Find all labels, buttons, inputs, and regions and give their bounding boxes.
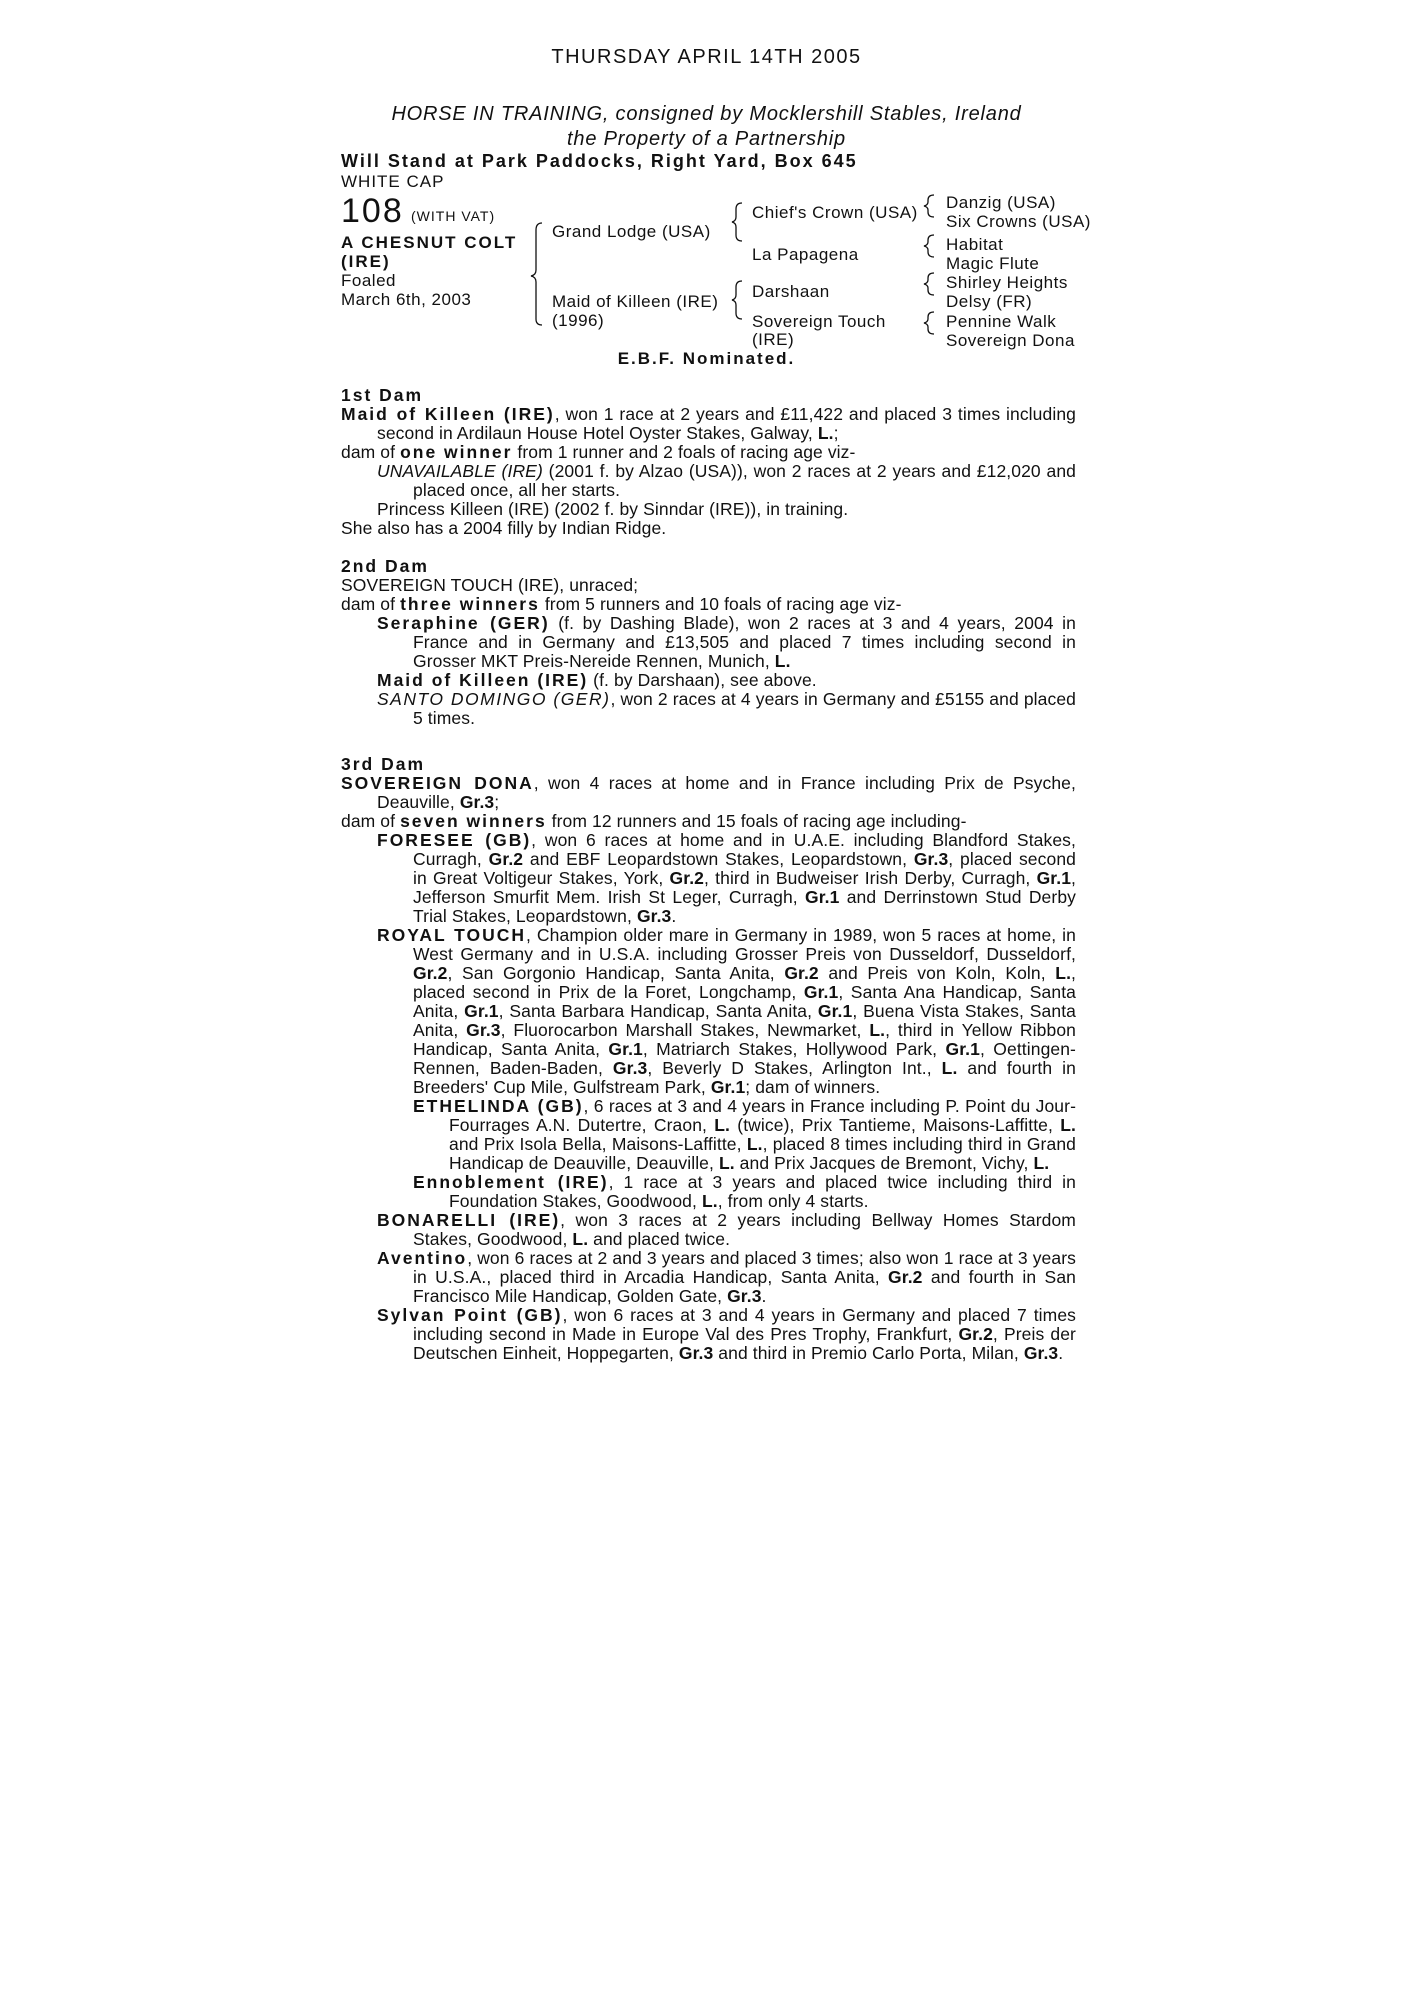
third-dam-produce-summary: dam of seven winners from 12 runners and 15 foals of racing age including- bbox=[341, 811, 967, 831]
produce-aventino: Aventino, won 6 races at 2 and 3 years and placed 3 times; also won 1 race at 3 years in U.S.A., placed third in Arcadia Handicap, Santa Anita, Gr.2 and fourth in San Francisco Mile Handicap, Golden Gate, Gr.3. bbox=[377, 1248, 1076, 1306]
produce-royal-touch: ROYAL TOUCH, Champion older mare in Germany in 1989, won 5 races at home, in West Germany and in U.S.A. including Grosser Preis von Dusseldorf, Dusseldorf, Gr.2, San Gorgonio Handicap, Santa Anita, Gr.2 and Preis von Koln, Koln, L., placed second in Prix de la Foret, Longchamp, Gr.1, Santa Ana Handicap, Santa Anita, Gr.1, Santa Barbara Handicap, Santa Anita, Gr.1, Buena Vista Stakes, Santa Anita, Gr.3, Fluorocarbon Marshall Stakes, Newmarket, L., third in Yellow Ribbon Handicap, Santa Anita, Gr.1, Matriarch Stakes, Hollywood Park, Gr.1, Oettingen-Rennen, Baden-Baden, Gr.3, Beverly D Stakes, Arlington Int., L. and fourth in Breeders' Cup Mile, Gulfstream Park, Gr.1; dam of winners. bbox=[377, 925, 1077, 1097]
produce-maid-of-killeen: Maid of Killeen (IRE) (f. by Darshaan), see above. bbox=[377, 670, 817, 690]
pedigree-g3-1: Danzig (USA) bbox=[946, 193, 1056, 212]
stand-location: Will Stand at Park Paddocks, Right Yard, Box 645 bbox=[341, 151, 858, 171]
pedigree-dam-1: Maid of Killeen (IRE) bbox=[552, 292, 719, 311]
pedigree-g3-5: Shirley Heights bbox=[946, 273, 1068, 292]
bracket-g2 bbox=[924, 235, 934, 257]
second-dam-record: SOVEREIGN TOUCH (IRE), unraced; bbox=[341, 575, 639, 595]
produce-bonarelli: BONARELLI (IRE), won 3 races at 2 years including Bellway Homes Stardom Stakes, Goodwood, L. and placed twice. bbox=[377, 1210, 1076, 1249]
bracket-g1 bbox=[924, 195, 934, 217]
second-dam-section bbox=[341, 557, 1076, 728]
pedigree-g3-2: Six Crowns (USA) bbox=[946, 212, 1091, 231]
produce-ennoblement: Ennoblement (IRE), 1 race at 3 years and placed twice including third in Foundation Stakes, Goodwood, L., from only 4 starts. bbox=[413, 1172, 1076, 1211]
pedigree-sire: Grand Lodge (USA) bbox=[552, 222, 711, 241]
pedigree-dam-sire: Darshaan bbox=[752, 282, 830, 301]
pedigree-dam-2: (1996) bbox=[552, 311, 605, 330]
bracket-g4 bbox=[924, 312, 934, 334]
first-dam-name: Maid of Killeen (IRE) bbox=[341, 404, 555, 424]
vat-note: (WITH VAT) bbox=[411, 208, 496, 224]
first-dam-produce-summary: dam of one winner from 1 runner and 2 foals of racing age viz- bbox=[341, 442, 856, 462]
pedigree-dam-dam-1: Sovereign Touch bbox=[752, 312, 886, 331]
sale-date: THURSDAY APRIL 14TH 2005 bbox=[551, 46, 862, 68]
produce-sylvan-point: Sylvan Point (GB), won 6 races at 3 and 4 years in Germany and placed 7 times including second in Made in Europe Val des Pres Trophy, Frankfurt, Gr.2, Preis der Deutschen Einheit, Hoppegarten, Gr.3 and third in Premio Carlo Porta, Milan, Gr.3. bbox=[377, 1305, 1076, 1363]
produce-note: She also has a 2004 filly by Indian Ridge. bbox=[341, 518, 667, 538]
cap-colour: WHITE CAP bbox=[341, 172, 445, 191]
third-dam-heading: 3rd Dam bbox=[341, 754, 426, 774]
lot-description-1: A CHESNUT COLT bbox=[341, 233, 518, 252]
consignment-line-2: the Property of a Partnership bbox=[567, 128, 846, 150]
foaled-date: March 6th, 2003 bbox=[341, 290, 472, 309]
pedigree-dam-dam-2: (IRE) bbox=[752, 330, 795, 349]
first-dam-record: Maid of Killeen (IRE), won 1 race at 2 years and £11,422 and placed 3 times including second in Ardilaun House Hotel Oyster Stakes, Galway, L.; bbox=[341, 404, 1076, 443]
pedigree-g3-6: Delsy (FR) bbox=[946, 292, 1033, 311]
first-dam-section bbox=[341, 386, 1076, 538]
bracket-g3 bbox=[924, 273, 934, 295]
third-dam-section bbox=[341, 755, 1076, 1363]
produce-santo-domingo: SANTO DOMINGO (GER), won 2 races at 4 years in Germany and £5155 and placed 5 times. bbox=[377, 689, 1076, 728]
bracket-dam bbox=[732, 281, 742, 319]
lot-number: 108 bbox=[341, 192, 404, 230]
pedigree-g3-4: Magic Flute bbox=[946, 254, 1040, 273]
second-dam-heading: 2nd Dam bbox=[341, 556, 429, 576]
ebf-nominated: E.B.F. Nominated. bbox=[617, 349, 796, 368]
foaled-label: Foaled bbox=[341, 271, 396, 290]
consignment-line-1: HORSE IN TRAINING, consigned by Mocklershill Stables, Ireland bbox=[391, 103, 1022, 125]
produce-foresee: FORESEE (GB), won 6 races at home and in U.A.E. including Blandford Stakes, Curragh, Gr.2 and EBF Leopardstown Stakes, Leopardstown, Gr.3, placed second in Great Voltigeur Stakes, York, Gr.2, third in Budweiser Irish Derby, Curragh, Gr.1, Jefferson Smurfit Mem. Irish St Leger, Curragh, Gr.1 and Derrinstown Stud Derby Trial Stakes, Leopardstown, Gr.3. bbox=[377, 830, 1076, 926]
lot-description-2: (IRE) bbox=[341, 252, 391, 271]
produce-unavailable: UNAVAILABLE (IRE) (2001 f. by Alzao (USA)), won 2 races at 2 years and £12,020 and placed once, all her starts. bbox=[377, 461, 1076, 500]
third-dam-record: SOVEREIGN DONA, won 4 races at home and in France including Prix de Psyche, Deauville, Gr.3; bbox=[341, 773, 1076, 812]
produce-ethelinda: ETHELINDA (GB), 6 races at 3 and 4 years in France including P. Point du Jour-Fourrages A.N. Dutertre, Craon, L. (twice), Prix Tantieme, Maisons-Laffitte, L. and Prix Isola Bella, Maisons-Laffitte, L., placed 8 times including third in Grand Handicap de Deauville, Deauville, L. and Prix Jacques de Bremont, Vichy, L. bbox=[413, 1096, 1077, 1173]
bracket-main bbox=[531, 223, 542, 325]
produce-princess-killeen: Princess Killeen (IRE) (2002 f. by Sinndar (IRE)), in training. bbox=[377, 499, 849, 519]
pedigree-g3-7: Pennine Walk bbox=[946, 312, 1057, 331]
pedigree-g3-3: Habitat bbox=[946, 235, 1004, 254]
pedigree-g3-8: Sovereign Dona bbox=[946, 331, 1075, 350]
second-dam-produce-summary: dam of three winners from 5 runners and 10 foals of racing age viz- bbox=[341, 594, 902, 614]
bracket-sire bbox=[732, 203, 742, 241]
pedigree-sire-dam: La Papagena bbox=[752, 245, 859, 264]
first-dam-heading: 1st Dam bbox=[341, 385, 424, 405]
pedigree-sire-sire: Chief's Crown (USA) bbox=[752, 203, 918, 222]
produce-seraphine: Seraphine (GER) (f. by Dashing Blade), won 2 races at 3 and 4 years, 2004 in France and in Germany and £13,505 and placed 7 times including second in Grosser MKT Preis-Nereide Rennen, Munich, L. bbox=[377, 613, 1076, 671]
